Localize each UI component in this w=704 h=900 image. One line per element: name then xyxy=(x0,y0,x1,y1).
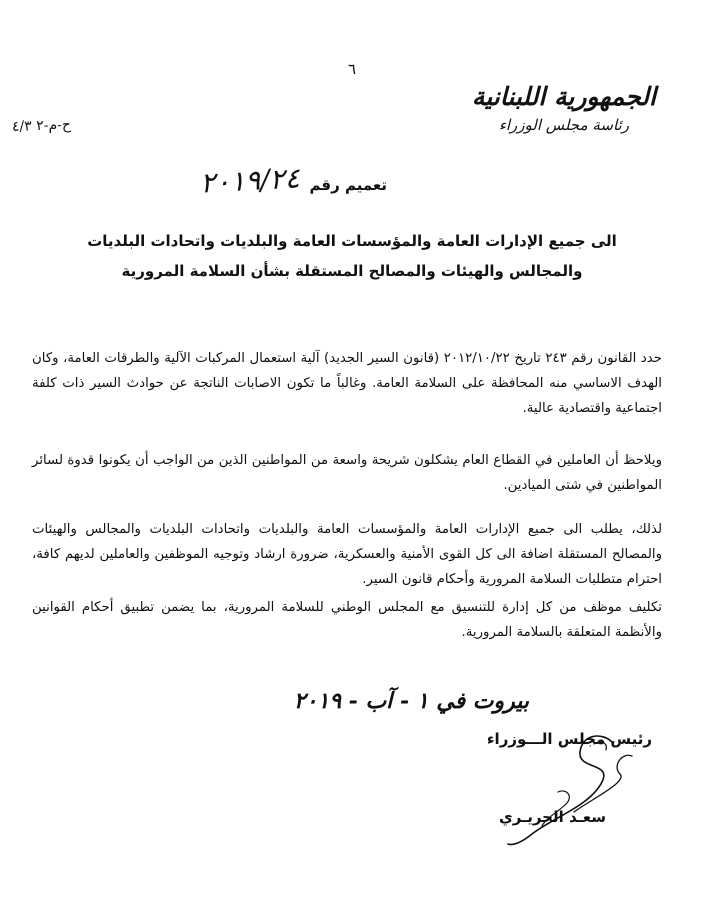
signature-block xyxy=(452,730,652,850)
body-paragraph-2: ويلاحظ أن العاملين في القطاع العام يشكلون شريحة واسعة من المواطنين الذين من الواجب أن يكونوا قدوة لسائر المواطنين في شتى الميادين. xyxy=(32,453,662,493)
letterhead-presidency: رئاسة مجلس الوزراء xyxy=(498,116,629,134)
signatory-title: رئيس مجلس الـــوزراء xyxy=(486,730,652,748)
addressee xyxy=(0,226,704,286)
page-number: ٦ xyxy=(347,60,357,78)
addressee-line-2: والمجالس والهيئات والمصالح المستقلة بشأن السلامة المرورية xyxy=(121,262,583,280)
dateline: بيروت في ١ - آب - ٢٠١٩ xyxy=(293,688,529,714)
letterhead xyxy=(472,82,656,136)
circular-label: تعميم رقم xyxy=(309,176,387,194)
addressee-line-1: الى جميع الإدارات العامة والمؤسسات العامة والبلديات واتحادات البلديات xyxy=(87,232,617,250)
body-paragraph-4: تكليف موظف من كل إدارة للتنسيق مع المجلس الوطني للسلامة المرورية، بما يضمن تطبيق أحكام القوانين والأنظمة المتعلقة بالسلامة المرورية. xyxy=(32,600,662,640)
circular-heading xyxy=(199,161,387,200)
signatory-name: سعـد الحريـري xyxy=(499,808,606,826)
body-paragraph-3: لذلك، يطلب الى جميع الإدارات العامة والمؤسسات العامة والبلديات واتحادات البلديات والمجالس والهيئات والمصالح المستقلة اضافة الى كل القوى الأمنية والعسكرية، ضرورة ارشاد وتوجيه الموظفين والعاملين لديهم كافة، احترام متطلبات السلامة المرورية وأحكام قانون السير. xyxy=(32,522,662,587)
body-paragraph-1: حدد القانون رقم ٢٤٣ تاريخ ٢٠١٢/١٠/٢٢ (قانون السير الجديد) آلية استعمال المركبات الآلية والطرقات العامة، وكان الهدف الاساسي منه المحافظة على السلامة العامة. وغالباً ما تكون الاصابات الناتجة عن حوادث السير ذات كلفة اجتماعية واقتصادية عالية. xyxy=(32,351,662,416)
letterhead-republic: الجمهورية اللبنانية xyxy=(471,82,656,111)
circular-number: ٢٠١٩/٢٤ xyxy=(199,161,301,200)
reference-code: ح-م-٢ ٤/٣ xyxy=(11,116,72,136)
